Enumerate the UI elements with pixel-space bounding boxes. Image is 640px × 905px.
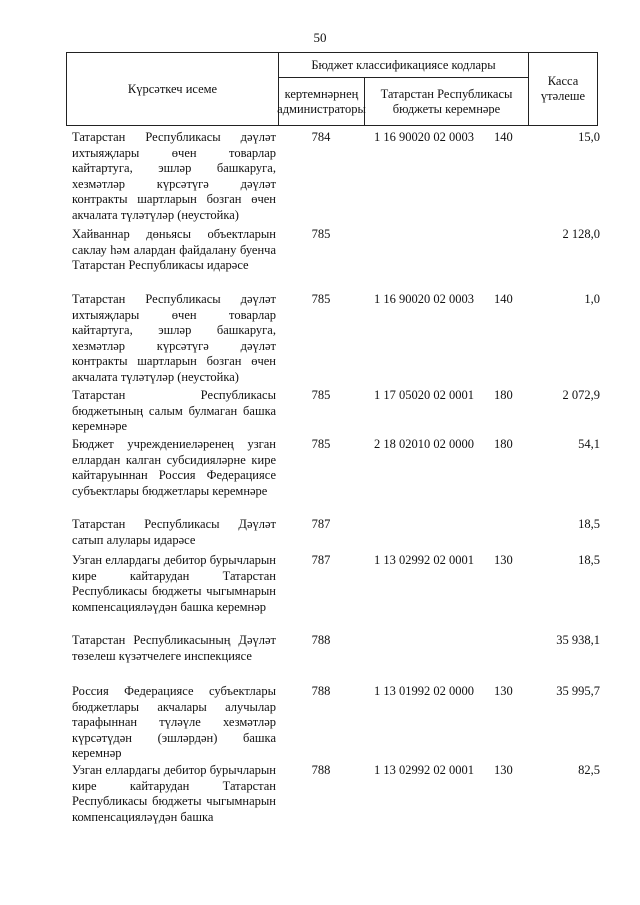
row-income-code: 2 18 02010 02 0000 xyxy=(374,437,474,451)
row-cash-amount: 1,0 xyxy=(584,292,600,306)
header-revenue-administrators: кертемнәрнең администраторы xyxy=(279,78,365,125)
row-admin-code: 785 xyxy=(311,388,331,402)
row-income-group: 140 xyxy=(494,130,513,144)
page-number: 50 xyxy=(313,30,327,45)
row-income-group: 140 xyxy=(494,292,513,306)
row-income-code: 1 13 02992 02 0001 xyxy=(374,763,474,777)
row-income-group: 180 xyxy=(494,388,513,402)
row-income-code: 1 16 90020 02 0003 xyxy=(374,130,474,144)
row-indicator: Узган еллардагы дебитор бурычларын кире кайтарудан Татарстан Республикасы бюджеты чыгымнарын компенсацияләүдән башка xyxy=(72,763,276,824)
row-income-group: 130 xyxy=(494,684,513,698)
row-cash-amount: 82,5 xyxy=(578,763,600,777)
row-admin-code: 788 xyxy=(311,633,331,647)
row-cash-amount: 2 072,9 xyxy=(562,388,600,402)
row-admin-code: 785 xyxy=(311,292,331,306)
header-indicator-name: Күрсәткеч исеме xyxy=(67,53,279,125)
row-indicator: Татарстан Республикасы Дәүләт сатып алулары идарәсе xyxy=(72,517,276,547)
row-cash-amount: 15,0 xyxy=(578,130,600,144)
row-admin-code: 785 xyxy=(311,227,331,241)
row-indicator: Татарстан Республикасы дәүләт ихтыяҗлары өчен товарлар кайтартуга, эшләр башкаруга, хезмәтләр күрсәтүгә дәүләт контракты шартларын бозган өчен акчалата түләтүләр (неустойка) xyxy=(72,130,276,222)
header-republic-budget-revenues: Татарстан Республикасы бюджеты керемнәре xyxy=(365,78,529,125)
row-indicator: Бюджет учреждениеләренең узган еллардан калган субсидияләрне кире кайтаруыннан Россия Федерациясе субъектлары бюджетлары керемнәре xyxy=(72,437,276,498)
row-cash-amount: 35 995,7 xyxy=(556,684,600,698)
row-cash-amount: 54,1 xyxy=(578,437,600,451)
header-budget-classification-codes: Бюджет классификациясе кодлары xyxy=(279,53,529,78)
row-cash-amount: 2 128,0 xyxy=(562,227,600,241)
table-header xyxy=(66,52,598,126)
row-cash-amount: 18,5 xyxy=(578,553,600,567)
row-income-code: 1 17 05020 02 0001 xyxy=(374,388,474,402)
row-admin-code: 785 xyxy=(311,437,331,451)
row-income-code: 1 13 02992 02 0001 xyxy=(374,553,474,567)
row-indicator: Татарстан Республикасы бюджетының салым булмаган башка керемнәре xyxy=(72,388,276,434)
row-indicator: Узган еллардагы дебитор бурычларын кире кайтарудан Татарстан Республикасы бюджеты чыгымнарын компенсацияләүдән башка керемнәр xyxy=(72,553,276,614)
row-admin-code: 787 xyxy=(311,517,331,531)
row-income-group: 130 xyxy=(494,553,513,567)
row-income-group: 180 xyxy=(494,437,513,451)
row-admin-code: 788 xyxy=(311,684,331,698)
row-cash-amount: 35 938,1 xyxy=(556,633,600,647)
row-admin-code: 784 xyxy=(311,130,331,144)
row-admin-code: 788 xyxy=(311,763,331,777)
row-indicator: Россия Федерациясе субъектлары бюджетлары акчалары алучылар тарафыннан түләүле хезмәтләр күрсәтүдән (эшләрдән) башка керемнәр xyxy=(72,684,276,761)
row-indicator: Хайваннар дөньясы объектларын саклау һәм алардан файдалану буенча Татарстан Республикасы идарәсе xyxy=(72,227,276,273)
row-income-code: 1 16 90020 02 0003 xyxy=(374,292,474,306)
row-admin-code: 787 xyxy=(311,553,331,567)
row-cash-amount: 18,5 xyxy=(578,517,600,531)
row-indicator: Татарстан Республикасы дәүләт ихтыяҗлары өчен товарлар кайтартуга, эшләр башкаруга, хезмәтләр күрсәтүгә дәүләт контракты шартларын бозган өчен акчалата түләтүләр (неустойка) xyxy=(72,292,276,384)
row-income-group: 130 xyxy=(494,763,513,777)
row-indicator: Татарстан Республикасының Дәүләт төзелеш күзәтчелеге инспекциясе xyxy=(72,633,276,663)
row-income-code: 1 13 01992 02 0000 xyxy=(374,684,474,698)
header-cash-execution: Касса үтәлеше xyxy=(540,74,586,103)
